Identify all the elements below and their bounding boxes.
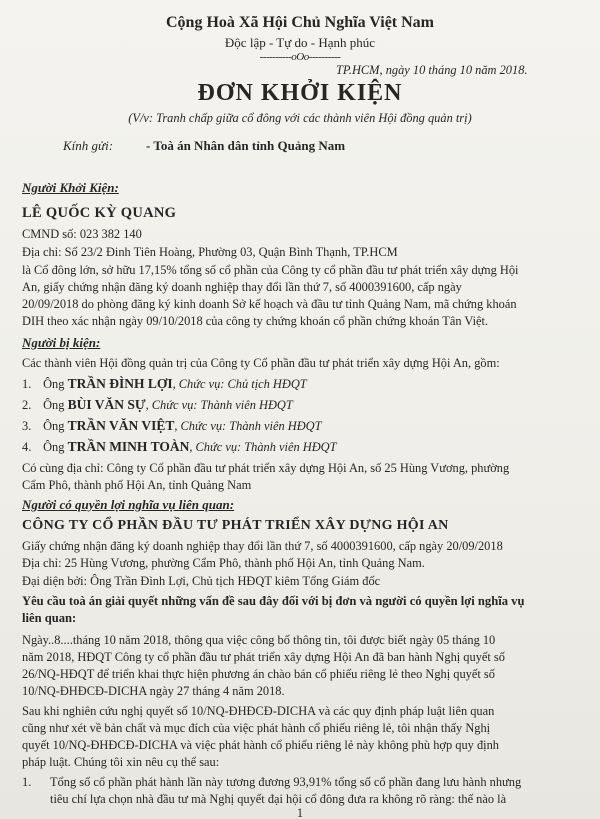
defendant-address-line: Có cùng địa chỉ: Công ty Cổ phần đầu tư phát triển xây dựng Hội An, số 25 Hùng Vương, phường bbox=[22, 461, 510, 475]
member-role: , Chức vụ: Thành viên HĐQT bbox=[189, 440, 337, 454]
request-para2-line: pháp luật. Chúng tôi xin nêu cụ thể sau: bbox=[22, 755, 220, 769]
member-number: 2. bbox=[22, 398, 32, 412]
recipient-label: Kính gửi: bbox=[63, 138, 114, 153]
member-number: 3. bbox=[22, 419, 32, 433]
member-name: TRẦN ĐÌNH LỢI bbox=[67, 376, 173, 391]
request-item-line: tiêu chí lựa chọn nhà đầu tư mà Nghị quyết đại hội cổ đông đưa ra không rõ ràng: thế nào là bbox=[50, 792, 507, 806]
member-role: , Chức vụ: Thành viên HĐQT bbox=[145, 398, 293, 412]
related-heading: Người có quyền lợi nghĩa vụ liên quan: bbox=[22, 497, 235, 512]
request-para1-line: 10/NQ-ĐHĐCĐ-DICHA ngày 27 tháng 4 năm 2018. bbox=[22, 684, 285, 698]
document-title: ĐƠN KHỞI KIỆN bbox=[197, 80, 403, 106]
request-item-line: Tổng số cổ phần phát hành lần này tương đương 93,91% tổng số cổ phần đang lưu hành nhưng bbox=[50, 775, 522, 789]
request-para1-line: Ngày..8....tháng 10 năm 2018, thông qua việc công bố thông tin, tôi được biết ngày 05 tháng 10 bbox=[22, 633, 496, 647]
request-heading-line: Yêu cầu toà án giải quyết những vấn đề sau đây đối với bị đơn và người có quyền lợi nghĩa vụ bbox=[22, 594, 525, 608]
request-para2-line: Sau khi nghiên cứu nghị quyết số 10/NQ-ĐHĐCĐ-DICHA và các quy định pháp luật liên quan bbox=[22, 704, 495, 718]
request-para2-line: cũng như xét về bản chất và mục đích của việc phát hành cổ phiếu riêng lẻ, tôi nhận thấy Nghị bbox=[22, 721, 491, 735]
plaintiff-name: LÊ QUỐC KỲ QUANG bbox=[22, 205, 177, 221]
defendant-member bbox=[22, 376, 307, 392]
plaintiff-heading: Người Khởi Kiện: bbox=[22, 180, 119, 195]
request-para2-line: quyết 10/NQ-ĐHĐCĐ-DICHA và việc phát hành cổ phiếu riêng lẻ này không phù hợp quy định bbox=[22, 738, 499, 752]
member-name: BÙI VĂN SỰ bbox=[67, 397, 146, 412]
ornament: ----------oOo---------- bbox=[259, 51, 341, 63]
member-prefix: Ông bbox=[43, 377, 65, 391]
motto: Độc lập - Tự do - Hạnh phúc bbox=[224, 35, 376, 50]
plaintiff-desc-line: 20/09/2018 do phòng đăng ký kinh doanh Sở kế hoạch và đầu tư tỉnh Quảng Nam, mã chứng khoán bbox=[22, 297, 517, 311]
related-representative: Đại diện bởi: Ông Trần Đình Lợi, Chủ tịch HĐQT kiêm Tổng Giám đốc bbox=[22, 574, 381, 588]
defendant-address-line: Cẩm Phô, thành phố Hội An, tỉnh Quảng Nam bbox=[22, 478, 252, 492]
defendant-member bbox=[22, 418, 322, 434]
plaintiff-desc-line: DIH theo xác nhận ngày 09/10/2018 của công ty chứng khoán cổ phần chứng khoán Tân Việt. bbox=[22, 314, 489, 328]
request-para1-line: năm 2018, HĐQT Công ty cổ phần đầu tư phát triển xây dựng Hội An đã ban hành Nghị quyết số bbox=[22, 650, 505, 664]
member-name: TRẦN VĂN VIỆT bbox=[67, 418, 175, 433]
plaintiff-address: Địa chỉ: Số 23/2 Đinh Tiên Hoàng, Phường 03, Quận Bình Thạnh, TP.HCM bbox=[22, 245, 398, 259]
plaintiff-desc-line: là Cổ đông lớn, sở hữu 17,15% tổng số cổ phần của Công ty cổ phần đầu tư phát triển xây dựng Hội bbox=[22, 263, 519, 277]
member-number: 4. bbox=[22, 440, 32, 454]
member-prefix: Ông bbox=[43, 419, 65, 433]
member-prefix: Ông bbox=[43, 440, 65, 454]
related-company: CÔNG TY CỔ PHẦN ĐẦU TƯ PHÁT TRIỂN XÂY DỰNG HỘI AN bbox=[22, 518, 449, 533]
defendant-member bbox=[22, 397, 293, 413]
recipient-value: - Toà án Nhân dân tỉnh Quảng Nam bbox=[146, 138, 346, 153]
related-certificate: Giấy chứng nhận đăng ký doanh nghiệp thay đổi lần thứ 7, số 4000391600, cấp ngày 20/09/2018 bbox=[22, 539, 503, 553]
page-number: 1 bbox=[296, 806, 304, 819]
nation-header: Cộng Hoà Xã Hội Chủ Nghĩa Việt Nam bbox=[165, 14, 435, 31]
plaintiff-id: CMND số: 023 382 140 bbox=[22, 227, 142, 241]
member-role: , Chức vụ: Thành viên HĐQT bbox=[174, 419, 322, 433]
defendant-heading: Người bị kiện: bbox=[22, 335, 101, 350]
document-subject: (V/v: Tranh chấp giữa cổ đông với các thành viên Hội đồng quản trị) bbox=[128, 111, 472, 125]
member-prefix: Ông bbox=[43, 398, 65, 412]
defendant-intro: Các thành viên Hội đồng quản trị của Công ty Cổ phần đầu tư phát triển xây dựng Hội An, gồm: bbox=[22, 356, 500, 370]
request-heading-line: liên quan: bbox=[22, 611, 77, 625]
plaintiff-desc-line: An, giấy chứng nhận đăng ký doanh nghiệp thay đổi lần thứ 7, số 4000391600, cấp ngày bbox=[22, 280, 462, 294]
related-address: Địa chỉ: 25 Hùng Vương, phường Cẩm Phô, thành phố Hội An, tỉnh Quảng Nam. bbox=[22, 556, 425, 570]
member-number: 1. bbox=[22, 377, 32, 391]
place-date: TP.HCM, ngày 10 tháng 10 năm 2018. bbox=[336, 63, 528, 77]
member-name: TRẦN MINH TOÀN bbox=[67, 439, 190, 454]
member-role: , Chức vụ: Chủ tịch HĐQT bbox=[172, 377, 307, 391]
defendant-member bbox=[22, 439, 337, 455]
request-item-number: 1. bbox=[22, 775, 32, 789]
request-para1-line: 26/NQ-HĐQT để triển khai thực hiện phương án chào bán cổ phiếu riêng lẻ theo Nghị quyết số bbox=[22, 667, 495, 681]
